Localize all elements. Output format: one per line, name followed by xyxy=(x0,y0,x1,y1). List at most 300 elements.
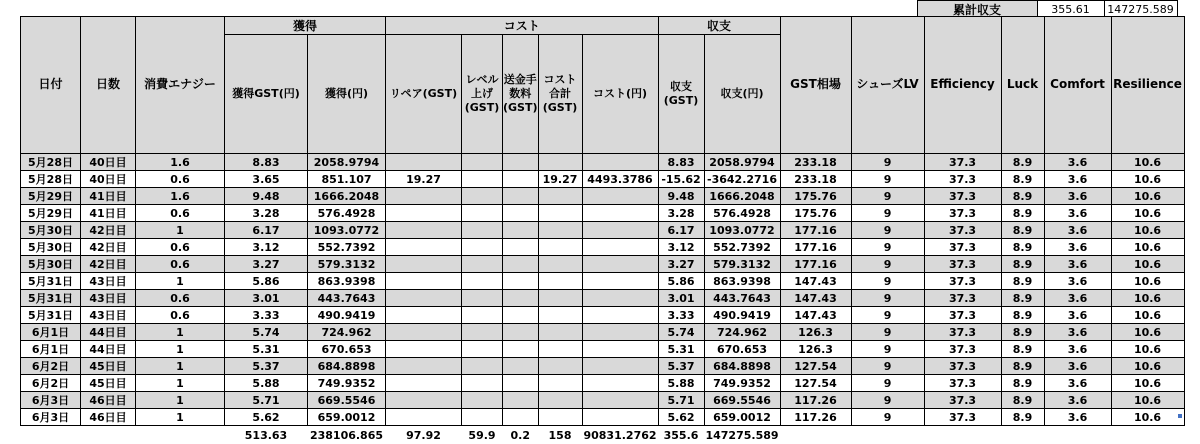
cell-earn-gst[interactable]: 5.88 xyxy=(225,375,308,392)
cell-res[interactable]: 10.6 xyxy=(1111,222,1184,239)
cell-earn-yen[interactable]: 851.107 xyxy=(308,171,386,188)
cell-earn-gst[interactable]: 5.31 xyxy=(225,341,308,358)
cell-cost-yen[interactable] xyxy=(582,239,658,256)
cell-earn-gst[interactable]: 8.83 xyxy=(225,154,308,171)
cell-comfort[interactable]: 3.6 xyxy=(1044,307,1111,324)
total-earn-yen: 238106.865 xyxy=(308,426,386,444)
cell-date[interactable]: 5月30日 xyxy=(21,256,81,273)
cell-repair[interactable] xyxy=(386,375,462,392)
cell-bal-yen[interactable]: 490.9419 xyxy=(704,307,780,324)
cell-fee[interactable] xyxy=(503,256,539,273)
cell-res[interactable]: 10.6 xyxy=(1111,290,1184,307)
cell-earn-yen[interactable]: 2058.9794 xyxy=(308,154,386,171)
cell-earn-gst[interactable]: 3.27 xyxy=(225,256,308,273)
cell-fee[interactable] xyxy=(503,188,539,205)
cell-eff[interactable]: 37.3 xyxy=(924,375,1001,392)
cell-repair[interactable] xyxy=(386,154,462,171)
cell-bal-yen[interactable]: 749.9352 xyxy=(704,375,780,392)
cell-cost-total[interactable] xyxy=(538,409,582,426)
cell-res[interactable]: 10.6 xyxy=(1111,239,1184,256)
cell-rate[interactable]: 177.16 xyxy=(780,222,851,239)
cell-bal-yen[interactable]: 443.7643 xyxy=(704,290,780,307)
cell-lv[interactable]: 9 xyxy=(851,205,924,222)
cell-res[interactable]: 10.6 xyxy=(1111,171,1184,188)
cell-luck[interactable]: 8.9 xyxy=(1001,222,1044,239)
fill-handle[interactable] xyxy=(1178,414,1182,418)
cell-luck[interactable]: 8.9 xyxy=(1001,256,1044,273)
cell-earn-yen[interactable]: 1093.0772 xyxy=(308,222,386,239)
cell-comfort[interactable]: 3.6 xyxy=(1044,154,1111,171)
cell-bal-yen[interactable]: -3642.2716 xyxy=(704,171,780,188)
cell-comfort[interactable]: 3.6 xyxy=(1044,392,1111,409)
cell-bal-yen[interactable]: 576.4928 xyxy=(704,205,780,222)
cell-date[interactable]: 6月1日 xyxy=(21,324,81,341)
cell-lv[interactable]: 9 xyxy=(851,409,924,426)
cell-cost-yen[interactable] xyxy=(582,154,658,171)
cell-days[interactable]: 43日目 xyxy=(81,307,136,324)
cell-luck[interactable]: 8.9 xyxy=(1001,188,1044,205)
cell-rate[interactable]: 117.26 xyxy=(780,392,851,409)
cell-earn-gst[interactable]: 5.62 xyxy=(225,409,308,426)
cell-rate[interactable]: 233.18 xyxy=(780,154,851,171)
cell-earn-yen[interactable]: 659.0012 xyxy=(308,409,386,426)
cell-repair[interactable] xyxy=(386,256,462,273)
cell-date[interactable]: 6月1日 xyxy=(21,341,81,358)
cell-eff[interactable]: 37.3 xyxy=(924,409,1001,426)
cell-energy[interactable]: 1 xyxy=(136,273,225,290)
cell-res[interactable]: 10.6 xyxy=(1111,324,1184,341)
cell-repair[interactable] xyxy=(386,239,462,256)
cell-date[interactable]: 5月29日 xyxy=(21,205,81,222)
cell-comfort[interactable]: 3.6 xyxy=(1044,273,1111,290)
cell-days[interactable]: 45日目 xyxy=(81,375,136,392)
col-header-level-up: レベル上げ(GST) xyxy=(462,35,503,154)
cell-date[interactable]: 5月28日 xyxy=(21,171,81,188)
cell-lv[interactable]: 9 xyxy=(851,324,924,341)
cell-bal-gst[interactable]: 3.28 xyxy=(658,205,704,222)
cell-energy[interactable]: 1 xyxy=(136,324,225,341)
cell-energy[interactable]: 1 xyxy=(136,375,225,392)
cell-earn-yen[interactable]: 490.9419 xyxy=(308,307,386,324)
cell-energy[interactable]: 0.6 xyxy=(136,205,225,222)
cell-cost-total[interactable] xyxy=(538,256,582,273)
cell-rate[interactable]: 147.43 xyxy=(780,273,851,290)
cell-energy[interactable]: 0.6 xyxy=(136,290,225,307)
cell-cost-yen[interactable] xyxy=(582,205,658,222)
cell-earn-gst[interactable]: 3.33 xyxy=(225,307,308,324)
cell-days[interactable]: 40日目 xyxy=(81,154,136,171)
cell-bal-yen[interactable]: 724.962 xyxy=(704,324,780,341)
cell-comfort[interactable]: 3.6 xyxy=(1044,409,1111,426)
cell-level-up[interactable] xyxy=(462,154,503,171)
cell-bal-yen[interactable]: 1093.0772 xyxy=(704,222,780,239)
cell-days[interactable]: 43日目 xyxy=(81,290,136,307)
cell-cost-yen[interactable] xyxy=(582,273,658,290)
cell-bal-yen[interactable]: 2058.9794 xyxy=(704,154,780,171)
cell-days[interactable]: 44日目 xyxy=(81,341,136,358)
cell-cost-yen[interactable] xyxy=(582,358,658,375)
cell-cost-yen[interactable] xyxy=(582,222,658,239)
cell-rate[interactable]: 177.16 xyxy=(780,239,851,256)
cell-rate[interactable]: 147.43 xyxy=(780,290,851,307)
cell-bal-gst[interactable]: 5.31 xyxy=(658,341,704,358)
cell-bal-yen[interactable]: 669.5546 xyxy=(704,392,780,409)
cell-earn-gst[interactable]: 9.48 xyxy=(225,188,308,205)
cell-lv[interactable]: 9 xyxy=(851,341,924,358)
cell-energy[interactable]: 0.6 xyxy=(136,307,225,324)
cell-energy[interactable]: 1 xyxy=(136,358,225,375)
cell-repair[interactable] xyxy=(386,324,462,341)
cell-cost-yen[interactable] xyxy=(582,341,658,358)
cell-energy[interactable]: 1 xyxy=(136,341,225,358)
cell-repair[interactable] xyxy=(386,392,462,409)
cell-days[interactable]: 45日目 xyxy=(81,358,136,375)
cell-bal-yen[interactable]: 684.8898 xyxy=(704,358,780,375)
cell-fee[interactable] xyxy=(503,273,539,290)
cell-earn-yen[interactable]: 443.7643 xyxy=(308,290,386,307)
cell-earn-gst[interactable]: 3.12 xyxy=(225,239,308,256)
cell-earn-yen[interactable]: 670.653 xyxy=(308,341,386,358)
cell-bal-gst[interactable]: 5.37 xyxy=(658,358,704,375)
cell-energy[interactable]: 0.6 xyxy=(136,256,225,273)
cell-eff[interactable]: 37.3 xyxy=(924,205,1001,222)
cell-bal-gst[interactable]: 3.27 xyxy=(658,256,704,273)
cell-eff[interactable]: 37.3 xyxy=(924,188,1001,205)
cell-cost-total[interactable]: 19.27 xyxy=(538,171,582,188)
cell-luck[interactable]: 8.9 xyxy=(1001,409,1044,426)
cell-date[interactable]: 5月28日 xyxy=(21,154,81,171)
cell-lv[interactable]: 9 xyxy=(851,222,924,239)
cell-bal-gst[interactable]: 3.01 xyxy=(658,290,704,307)
cell-res[interactable]: 10.6 xyxy=(1111,188,1184,205)
cell-date[interactable]: 6月2日 xyxy=(21,358,81,375)
cell-comfort[interactable]: 3.6 xyxy=(1044,256,1111,273)
cell-bal-yen[interactable]: 670.653 xyxy=(704,341,780,358)
cell-rate[interactable]: 117.26 xyxy=(780,409,851,426)
cell-rate[interactable]: 177.16 xyxy=(780,256,851,273)
cell-energy[interactable]: 1.6 xyxy=(136,154,225,171)
cell-comfort[interactable]: 3.6 xyxy=(1044,239,1111,256)
cell-earn-gst[interactable]: 5.37 xyxy=(225,358,308,375)
cell-bal-gst[interactable]: 3.12 xyxy=(658,239,704,256)
cell-repair[interactable] xyxy=(386,290,462,307)
cell-luck[interactable]: 8.9 xyxy=(1001,205,1044,222)
cell-level-up[interactable] xyxy=(462,375,503,392)
cell-rate[interactable]: 147.43 xyxy=(780,307,851,324)
cell-bal-yen[interactable]: 1666.2048 xyxy=(704,188,780,205)
cell-lv[interactable]: 9 xyxy=(851,239,924,256)
cell-date[interactable]: 5月29日 xyxy=(21,188,81,205)
cell-bal-gst[interactable]: 5.88 xyxy=(658,375,704,392)
cell-rate[interactable]: 175.76 xyxy=(780,205,851,222)
cell-cost-total[interactable] xyxy=(538,358,582,375)
cell-earn-gst[interactable]: 5.71 xyxy=(225,392,308,409)
cell-repair[interactable] xyxy=(386,358,462,375)
cell-bal-gst[interactable]: 5.71 xyxy=(658,392,704,409)
cell-days[interactable]: 43日目 xyxy=(81,273,136,290)
col-header-balance-yen: 収支(円) xyxy=(704,35,780,154)
cell-days[interactable]: 40日目 xyxy=(81,171,136,188)
cell-date[interactable]: 6月2日 xyxy=(21,375,81,392)
total-blank xyxy=(780,426,1184,444)
cell-luck[interactable]: 8.9 xyxy=(1001,324,1044,341)
cell-cost-total[interactable] xyxy=(538,341,582,358)
cell-earn-yen[interactable]: 552.7392 xyxy=(308,239,386,256)
cell-cost-total[interactable] xyxy=(538,222,582,239)
cell-eff[interactable]: 37.3 xyxy=(924,171,1001,188)
cell-cost-total[interactable] xyxy=(538,188,582,205)
cell-date[interactable]: 6月3日 xyxy=(21,392,81,409)
cell-rate[interactable]: 175.76 xyxy=(780,188,851,205)
cell-cost-yen[interactable] xyxy=(582,256,658,273)
cell-res[interactable]: 10.6 xyxy=(1111,375,1184,392)
cell-fee[interactable] xyxy=(503,392,539,409)
cell-days[interactable]: 42日目 xyxy=(81,239,136,256)
cell-rate[interactable]: 126.3 xyxy=(780,341,851,358)
cell-luck[interactable]: 8.9 xyxy=(1001,171,1044,188)
cell-level-up[interactable] xyxy=(462,307,503,324)
col-header-cost-total: コスト合計(GST) xyxy=(538,35,582,154)
group-header-cost: コスト xyxy=(386,17,659,35)
cell-lv[interactable]: 9 xyxy=(851,358,924,375)
cell-res[interactable]: 10.6 xyxy=(1111,205,1184,222)
cell-lv[interactable]: 9 xyxy=(851,375,924,392)
cell-bal-gst[interactable]: 5.62 xyxy=(658,409,704,426)
cell-eff[interactable]: 37.3 xyxy=(924,273,1001,290)
cell-comfort[interactable]: 3.6 xyxy=(1044,171,1111,188)
cell-fee[interactable] xyxy=(503,239,539,256)
cell-eff[interactable]: 37.3 xyxy=(924,324,1001,341)
cell-eff[interactable]: 37.3 xyxy=(924,239,1001,256)
cell-cost-total[interactable] xyxy=(538,273,582,290)
cell-level-up[interactable] xyxy=(462,290,503,307)
cell-bal-gst[interactable]: 6.17 xyxy=(658,222,704,239)
cell-comfort[interactable]: 3.6 xyxy=(1044,324,1111,341)
cell-level-up[interactable] xyxy=(462,188,503,205)
cell-comfort[interactable]: 3.6 xyxy=(1044,205,1111,222)
cell-lv[interactable]: 9 xyxy=(851,307,924,324)
cell-fee[interactable] xyxy=(503,222,539,239)
cell-comfort[interactable]: 3.6 xyxy=(1044,290,1111,307)
cell-fee[interactable] xyxy=(503,375,539,392)
cell-fee[interactable] xyxy=(503,307,539,324)
cell-earn-gst[interactable]: 3.28 xyxy=(225,205,308,222)
cell-luck[interactable]: 8.9 xyxy=(1001,154,1044,171)
cell-eff[interactable]: 37.3 xyxy=(924,358,1001,375)
cell-res[interactable]: 10.6 xyxy=(1111,256,1184,273)
cell-fee[interactable] xyxy=(503,324,539,341)
cell-repair[interactable] xyxy=(386,409,462,426)
cell-cost-yen[interactable] xyxy=(582,392,658,409)
cell-earn-yen[interactable]: 724.962 xyxy=(308,324,386,341)
cell-energy[interactable]: 1 xyxy=(136,222,225,239)
cell-fee[interactable] xyxy=(503,171,539,188)
cell-fee[interactable] xyxy=(503,358,539,375)
cell-lv[interactable]: 9 xyxy=(851,273,924,290)
cell-bal-yen[interactable]: 552.7392 xyxy=(704,239,780,256)
cell-level-up[interactable] xyxy=(462,358,503,375)
cell-level-up[interactable] xyxy=(462,324,503,341)
cell-res[interactable]: 10.6 xyxy=(1111,341,1184,358)
cell-days[interactable]: 44日目 xyxy=(81,324,136,341)
cell-repair[interactable] xyxy=(386,222,462,239)
cell-eff[interactable]: 37.3 xyxy=(924,154,1001,171)
cell-comfort[interactable]: 3.6 xyxy=(1044,358,1111,375)
cell-cost-total[interactable] xyxy=(538,239,582,256)
cell-energy[interactable]: 0.6 xyxy=(136,239,225,256)
cell-bal-yen[interactable]: 579.3132 xyxy=(704,256,780,273)
cell-repair[interactable] xyxy=(386,307,462,324)
cell-cost-total[interactable] xyxy=(538,324,582,341)
cell-rate[interactable]: 127.54 xyxy=(780,358,851,375)
cell-repair[interactable] xyxy=(386,341,462,358)
cell-repair[interactable] xyxy=(386,205,462,222)
cell-fee[interactable] xyxy=(503,290,539,307)
cell-luck[interactable]: 8.9 xyxy=(1001,392,1044,409)
cell-luck[interactable]: 8.9 xyxy=(1001,273,1044,290)
cell-res[interactable]: 10.6 xyxy=(1111,392,1184,409)
total-earn-gst: 513.63 xyxy=(225,426,308,444)
table-row xyxy=(21,409,1185,426)
table-row xyxy=(21,205,1185,222)
cell-repair[interactable]: 19.27 xyxy=(386,171,462,188)
cell-luck[interactable]: 8.9 xyxy=(1001,307,1044,324)
cell-bal-gst[interactable]: 8.83 xyxy=(658,154,704,171)
cell-lv[interactable]: 9 xyxy=(851,188,924,205)
cell-earn-yen[interactable]: 576.4928 xyxy=(308,205,386,222)
cell-comfort[interactable]: 3.6 xyxy=(1044,222,1111,239)
cell-energy[interactable]: 0.6 xyxy=(136,171,225,188)
cell-level-up[interactable] xyxy=(462,256,503,273)
cell-date[interactable]: 5月30日 xyxy=(21,239,81,256)
cell-cost-total[interactable] xyxy=(538,205,582,222)
cell-cost-yen[interactable] xyxy=(582,324,658,341)
cell-energy[interactable]: 1.6 xyxy=(136,188,225,205)
cell-fee[interactable] xyxy=(503,409,539,426)
cell-earn-gst[interactable]: 3.65 xyxy=(225,171,308,188)
cell-eff[interactable]: 37.3 xyxy=(924,392,1001,409)
cell-level-up[interactable] xyxy=(462,409,503,426)
cell-level-up[interactable] xyxy=(462,239,503,256)
cell-earn-yen[interactable]: 579.3132 xyxy=(308,256,386,273)
cell-luck[interactable]: 8.9 xyxy=(1001,341,1044,358)
cell-days[interactable]: 42日目 xyxy=(81,222,136,239)
cell-fee[interactable] xyxy=(503,341,539,358)
cell-lv[interactable]: 9 xyxy=(851,290,924,307)
cell-luck[interactable]: 8.9 xyxy=(1001,239,1044,256)
cell-date[interactable]: 5月31日 xyxy=(21,273,81,290)
cell-cost-total[interactable] xyxy=(538,290,582,307)
cell-cost-total[interactable] xyxy=(538,307,582,324)
cell-eff[interactable]: 37.3 xyxy=(924,341,1001,358)
cell-lv[interactable]: 9 xyxy=(851,154,924,171)
cell-res[interactable]: 10.6 xyxy=(1111,358,1184,375)
cell-lv[interactable]: 9 xyxy=(851,171,924,188)
cell-lv[interactable]: 9 xyxy=(851,256,924,273)
cell-cost-yen[interactable]: 4493.3786 xyxy=(582,171,658,188)
cell-luck[interactable]: 8.9 xyxy=(1001,375,1044,392)
cell-bal-yen[interactable]: 863.9398 xyxy=(704,273,780,290)
cell-earn-yen[interactable]: 863.9398 xyxy=(308,273,386,290)
cell-level-up[interactable] xyxy=(462,205,503,222)
cell-fee[interactable] xyxy=(503,154,539,171)
cell-earn-gst[interactable]: 6.17 xyxy=(225,222,308,239)
cell-days[interactable]: 46日目 xyxy=(81,392,136,409)
cell-days[interactable]: 42日目 xyxy=(81,256,136,273)
cell-bal-gst[interactable]: 3.33 xyxy=(658,307,704,324)
cell-luck[interactable]: 8.9 xyxy=(1001,290,1044,307)
cell-lv[interactable]: 9 xyxy=(851,392,924,409)
col-header-balance-gst: 収支(GST) xyxy=(658,35,704,154)
cell-cost-yen[interactable] xyxy=(582,290,658,307)
cell-luck[interactable]: 8.9 xyxy=(1001,358,1044,375)
cell-level-up[interactable] xyxy=(462,341,503,358)
cell-bal-yen[interactable]: 659.0012 xyxy=(704,409,780,426)
cell-date[interactable]: 6月3日 xyxy=(21,409,81,426)
cell-res[interactable]: 10.6 xyxy=(1111,154,1184,171)
cell-eff[interactable]: 37.3 xyxy=(924,307,1001,324)
cell-earn-yen[interactable]: 669.5546 xyxy=(308,392,386,409)
cell-date[interactable]: 5月30日 xyxy=(21,222,81,239)
cell-days[interactable]: 41日目 xyxy=(81,188,136,205)
cell-days[interactable]: 41日目 xyxy=(81,205,136,222)
cell-repair[interactable] xyxy=(386,188,462,205)
cell-rate[interactable]: 127.54 xyxy=(780,375,851,392)
cell-energy[interactable]: 1 xyxy=(136,409,225,426)
cell-cost-yen[interactable] xyxy=(582,375,658,392)
cell-energy[interactable]: 1 xyxy=(136,392,225,409)
cell-cost-total[interactable] xyxy=(538,375,582,392)
cell-res[interactable]: 10.6 xyxy=(1111,307,1184,324)
cell-earn-yen[interactable]: 749.9352 xyxy=(308,375,386,392)
cell-days[interactable]: 46日目 xyxy=(81,409,136,426)
cell-repair[interactable] xyxy=(386,273,462,290)
table-row xyxy=(21,324,1185,341)
cell-eff[interactable]: 37.3 xyxy=(924,290,1001,307)
cell-comfort[interactable]: 3.6 xyxy=(1044,188,1111,205)
cell-level-up[interactable] xyxy=(462,222,503,239)
cell-cost-total[interactable] xyxy=(538,392,582,409)
cell-cost-total[interactable] xyxy=(538,154,582,171)
cell-cost-yen[interactable] xyxy=(582,188,658,205)
cell-earn-gst[interactable]: 3.01 xyxy=(225,290,308,307)
cell-bal-gst[interactable]: 5.74 xyxy=(658,324,704,341)
cell-bal-gst[interactable]: -15.62 xyxy=(658,171,704,188)
cell-cost-yen[interactable] xyxy=(582,409,658,426)
cell-cost-yen[interactable] xyxy=(582,307,658,324)
cell-date[interactable]: 5月31日 xyxy=(21,307,81,324)
cell-res[interactable]: 10.6 xyxy=(1111,409,1184,426)
cell-comfort[interactable]: 3.6 xyxy=(1044,375,1111,392)
cell-earn-yen[interactable]: 1666.2048 xyxy=(308,188,386,205)
cell-earn-gst[interactable]: 5.86 xyxy=(225,273,308,290)
cell-comfort[interactable]: 3.6 xyxy=(1044,341,1111,358)
cell-eff[interactable]: 37.3 xyxy=(924,256,1001,273)
cell-rate[interactable]: 233.18 xyxy=(780,171,851,188)
cell-earn-gst[interactable]: 5.74 xyxy=(225,324,308,341)
cell-bal-gst[interactable]: 9.48 xyxy=(658,188,704,205)
cell-earn-yen[interactable]: 684.8898 xyxy=(308,358,386,375)
cell-fee[interactable] xyxy=(503,205,539,222)
cell-level-up[interactable] xyxy=(462,392,503,409)
cell-rate[interactable]: 126.3 xyxy=(780,324,851,341)
cell-level-up[interactable] xyxy=(462,273,503,290)
cell-bal-gst[interactable]: 5.86 xyxy=(658,273,704,290)
cell-eff[interactable]: 37.3 xyxy=(924,222,1001,239)
cell-level-up[interactable] xyxy=(462,171,503,188)
cell-res[interactable]: 10.6 xyxy=(1111,273,1184,290)
cell-date[interactable]: 5月31日 xyxy=(21,290,81,307)
